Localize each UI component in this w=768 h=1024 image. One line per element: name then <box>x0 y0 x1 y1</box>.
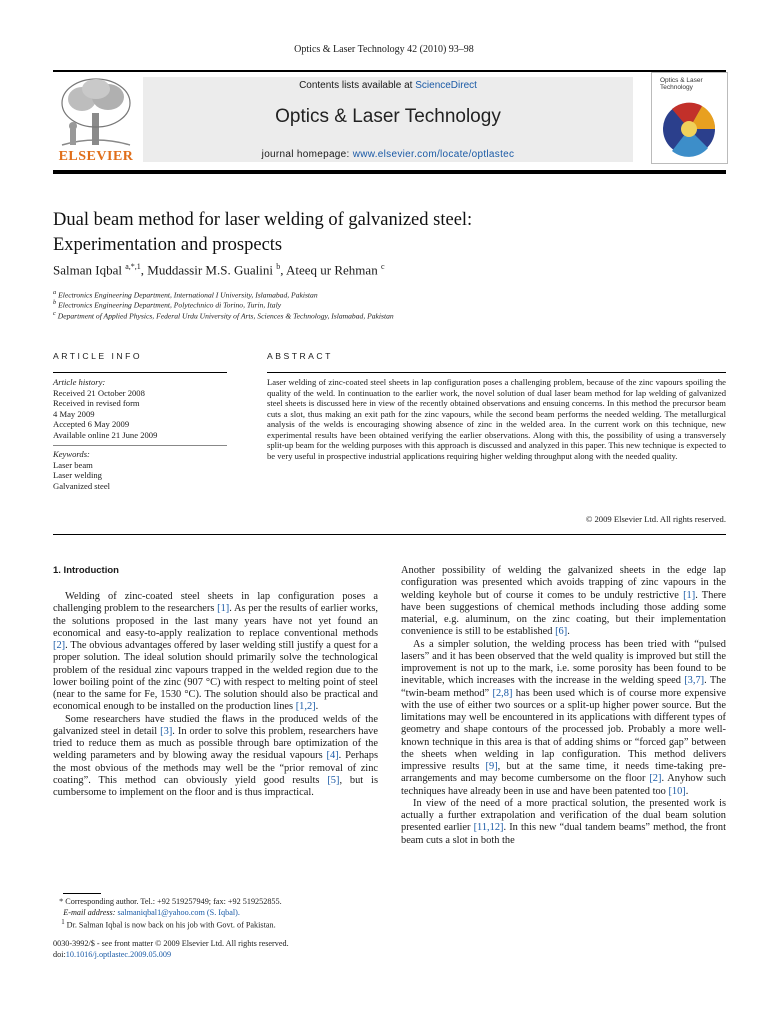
header-rule <box>53 170 726 174</box>
homepage-link[interactable]: www.elsevier.com/locate/optlastec <box>352 149 515 160</box>
contents-line <box>143 80 633 91</box>
author-separator: , <box>280 262 286 278</box>
history-label: Article history: <box>53 377 106 387</box>
corresponding-author-note: * Corresponding author. Tel.: +92 519257949; fax: +92 519252855. <box>53 897 282 906</box>
affiliation-mark: a <box>53 289 57 296</box>
history-item: Accepted 6 May 2009 <box>53 419 130 429</box>
citation-link[interactable]: [2] <box>649 773 662 785</box>
history-item: Received in revised form <box>53 398 140 408</box>
paragraph: Another possibility of welding the galvanized sheets in the edge lap configuration was presented which avoids trapping of zinc vapours in the welding keyhole but of course it comes to be unduly restrictive [1]. There have been suggestions of chemical methods including those adding some material, e.g. aluminum, on the zinc coating, but their implementation convenience is still to be established [6]. <box>401 565 727 638</box>
sciencedirect-link[interactable]: ScienceDirect <box>415 80 477 91</box>
footnote-1: $^1$ Dr. Salman Iqbal is now back on his job with Govt. of Pakistan. <box>61 919 276 930</box>
email-note <box>53 908 383 919</box>
article-info-heading: ARTICLE INFO <box>53 351 143 361</box>
keywords-rule <box>53 445 227 446</box>
citation-link[interactable]: [11,12] <box>473 822 504 834</box>
citation-link[interactable]: [4] <box>326 750 339 762</box>
elsevier-wordmark: ELSEVIER <box>58 149 134 164</box>
email-link[interactable]: salmaniqbal1@yahoo.com (S. Iqbal). <box>117 907 240 917</box>
cover-artwork <box>658 95 720 159</box>
history-item: 4 May 2009 <box>53 408 95 419</box>
keyword: Laser beam <box>53 459 93 470</box>
citation-link[interactable]: [1] <box>217 603 230 615</box>
journal-homepage <box>143 149 633 160</box>
keywords-label: Keywords: <box>53 449 90 459</box>
corresponding-text: Corresponding author. Tel.: +92 519257949; fax: +92 519252855. <box>65 897 282 906</box>
affiliation-text: Electronics Engineering Department, International I University, Islamabad, Pakistan <box>58 290 318 300</box>
footnotes <box>53 897 383 931</box>
author-separator: , <box>140 262 148 278</box>
abstract-copyright: © 2009 Elsevier Ltd. All rights reserved. <box>585 514 726 524</box>
citation-link[interactable]: [9] <box>485 761 498 772</box>
keyword: Laser welding <box>53 470 102 480</box>
abstract-rule <box>267 372 726 373</box>
title-line-1: Dual beam method for laser welding of galvanized steel: <box>53 210 473 230</box>
journal-name: Optics & Laser Technology <box>275 106 501 127</box>
issn-line: 0030-3992/$ - see front matter © 2009 Elsevier Ltd. All rights reserved. <box>53 939 289 948</box>
citation-link[interactable]: [2,8] <box>492 687 513 699</box>
doi-line <box>53 950 383 961</box>
author-superscript[interactable]: b <box>276 262 281 271</box>
citation-link[interactable]: [3,7] <box>684 675 705 687</box>
affiliation-mark: c <box>53 310 56 317</box>
homepage-prefix: journal homepage: <box>261 149 353 160</box>
author-superscript[interactable]: c <box>380 262 385 271</box>
author-name: Ateeq ur Rehman <box>286 262 378 278</box>
contents-prefix: Contents lists available at <box>299 80 416 91</box>
author-superscript[interactable]: a,*,1 <box>125 262 141 271</box>
citation-link[interactable]: [2] <box>53 640 66 651</box>
history-item: Received 21 October 2008 <box>53 387 145 398</box>
author-name: Salman Iqbal <box>53 262 122 278</box>
left-column <box>53 591 378 799</box>
author-name: Muddassir M.S. Gualini <box>147 262 273 278</box>
running-head: Optics & Laser Technology 42 (2010) 93–98 <box>294 44 474 55</box>
footnote-1-text: Dr. Salman Iqbal is now back on his job with Govt. of Pakistan. <box>66 920 276 930</box>
affiliation <box>53 309 653 322</box>
paragraph: Some researchers have studied the flaws in the produced welds of the galvanized steel in detail [3]. In order to solve this problem, researchers have tried to reduce them as much as possible through bare optimization of the welding parameters and by blowing away the residual vapours [4]. Perhaps the most obvious of the methods may well be the “prior removal of zinc coating”. This method can obviously yield good results [5], but is cumbersome to implement on the floor and is thus impractical. <box>53 713 378 798</box>
paragraph: Welding of zinc-coated steel sheets in lap configuration poses a challenging problem to the researchers [1]. As per the results of earlier works, the solutions proposed in the last many years have not yet found an economical and easy-to-apply realization to replace conventional methods [2]. The obvious advantages offered by laser welding still justify a quest for a proper solution. The ideal solution should primarily solve the technological problem of the residual zinc vapours trapped in the welded region due to the lower boiling point of the zinc (907 °C) with respect to melting point of steel (near to the same for Fe, 1530 °C). The solution should also be practical and economical enough to be installed on the production lines [1,2]. <box>53 591 378 713</box>
abstract-text: Laser welding of zinc-coated steel sheets in lap configuration poses a challenging problem, because of the zinc vapours spoiling the quality of the weld. In continuation to the earlier work, the novel solution of dual laser beam method for lap welding of galvanized steel sheets is discussed here in view of the recently obtained observations and ensuing concerns. In this method the precursor beam cuts a slot, thus making an exit path for the zinc vapours, while the second beam performs the needed welding. The metallurgical analysis of the welds is encouraging showing absence of zinc in the welded area. In the current work on this technique, new experimental results have been obtained verifying the earlier observations. Along with this, the possibility of using a transversely split-up beam for the welding purposes with this approach is discussed and analyzed in this paper. This new technique is expected to be very useful in prospective industrial applications requiring higher welding throughput along with the needed quality. <box>267 377 726 461</box>
keywords <box>53 449 227 491</box>
affiliation-mark: b <box>53 299 57 306</box>
citation-link[interactable]: [5] <box>327 774 340 786</box>
email-label: E-mail address: <box>63 907 116 917</box>
doi-link[interactable]: 10.1016/j.optlastec.2009.05.009 <box>65 949 172 959</box>
keyword: Galvanized steel <box>53 480 111 491</box>
top-rule <box>53 70 726 72</box>
abstract-bottom-rule <box>53 534 726 535</box>
right-column <box>401 565 726 847</box>
history-item: Available online 21 June 2009 <box>53 429 158 440</box>
citation-link[interactable]: [3] <box>160 725 173 737</box>
title-line-2: Experimentation and prospects <box>53 235 283 255</box>
journal-cover <box>651 72 728 164</box>
front-matter <box>53 939 383 960</box>
author-list <box>53 262 613 278</box>
citation-link[interactable]: [10] <box>668 785 686 797</box>
section-heading: 1. Introduction <box>53 565 119 576</box>
affiliation-text: Electronics Engineering Department, Polytechnico di Torino, Turin, Italy <box>58 300 282 310</box>
cover-title: Optics & Laser Technology <box>660 77 703 91</box>
affiliation-text: Department of Applied Physics, Federal Urdu University of Arts, Sciences & Technology, Islamabad, Pakistan <box>57 311 394 321</box>
citation-link[interactable]: [6] <box>555 626 568 638</box>
citation-link[interactable]: [1,2] <box>295 701 316 713</box>
paragraph: As a simpler solution, the welding process has been tried with “pulsed lasers” and it has been observed that the weld quality is improved but still the improvement is not up to the mark, i.e. some porosity has been found to be inevitable, which increases with the increase in the welding speed [3,7]. The “twin-beam method” [2,8] has been used which is of course more expensive with the use of either two sources or a split-up higher power source. But the limitations may well be encountered in its applications with different types of geometry and shape contours of the processed job. Probably a more well-known technique in this area is that of adding shims or “forced gap” between the sheets when welding in lap configuration. This method delivers impressive results [9], but at the same time, it needs time-taking pre-arrangements and may become cumbersome on the floor [2]. Anyhow such techniques have already been in use and have been patented too [10]. <box>401 638 726 797</box>
article-title <box>53 208 613 258</box>
citation-link[interactable]: [1] <box>683 589 696 601</box>
article-history <box>53 377 227 440</box>
abstract-heading: ABSTRACT <box>267 351 333 361</box>
footnote-rule <box>63 893 101 894</box>
paragraph: In view of the need of a more practical solution, the presented work is actually a further extrapolation and verification of the dual beam solution presented earlier [11,12]. In this new “dual tandem beams” method, the front beam cuts a slot in both the <box>401 797 726 846</box>
doi-prefix: doi: <box>53 949 66 959</box>
article-info-rule <box>53 372 227 373</box>
